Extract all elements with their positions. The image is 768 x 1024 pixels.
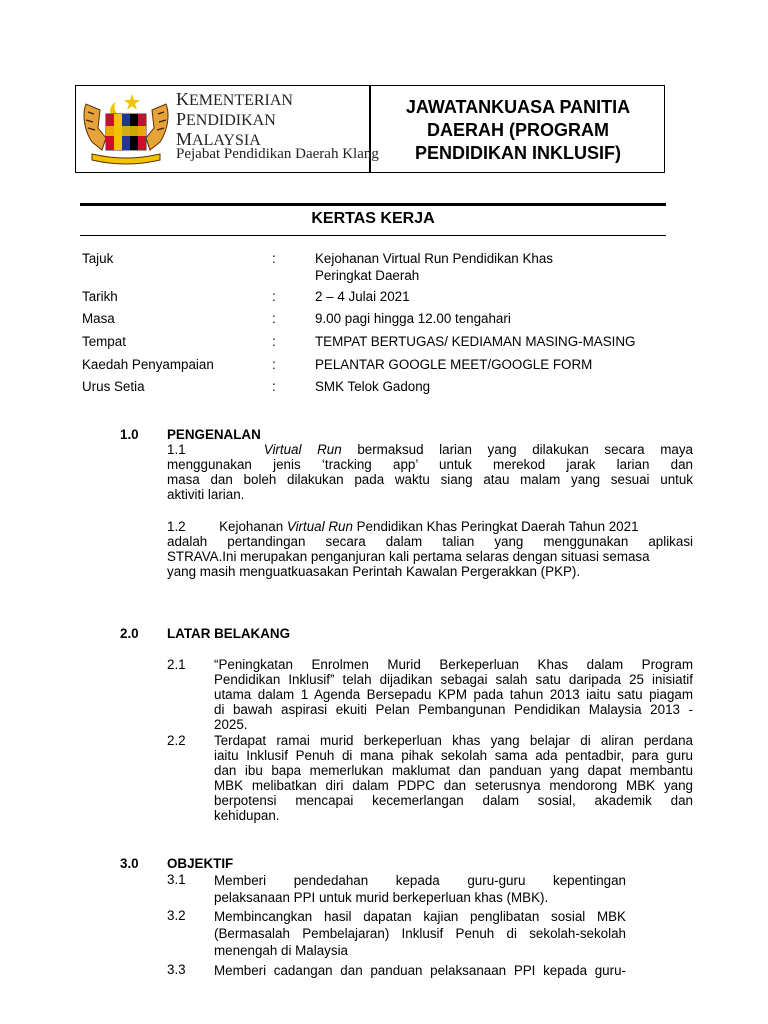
meta-label-masa: Masa bbox=[82, 311, 115, 326]
item-2-1-number: 2.1 bbox=[167, 657, 186, 672]
item-2-1-line-1: “Peningkatan Enrolmen Murid Berkeperluan Khas dalam Program bbox=[214, 657, 693, 672]
section-1-title: PENGENALAN bbox=[167, 427, 261, 442]
item-2-1-line-2: Pendidikan Inklusif” telah dijadikan sebagai salah satu daripada 25 inisiatif bbox=[214, 672, 693, 687]
item-3-1-text bbox=[214, 872, 626, 906]
item-3-2-number: 3.2 bbox=[167, 908, 186, 923]
ministry-line-1: KEMENTERIAN bbox=[176, 89, 293, 109]
para-1-1 bbox=[167, 442, 693, 502]
ministry-name bbox=[176, 90, 293, 150]
item-2-2-line-2: iaitu Inklusif Penuh di mana pihak sekolah sama ada pentadbir, para guru bbox=[214, 748, 693, 763]
meta-sep: : bbox=[272, 357, 276, 372]
committee-title bbox=[372, 96, 664, 165]
meta-sep: : bbox=[272, 251, 276, 266]
meta-label-tajuk: Tajuk bbox=[82, 251, 114, 266]
meta-sep: : bbox=[272, 289, 276, 304]
meta-label-kaedah: Kaedah Penyampaian bbox=[82, 357, 214, 372]
committee-title-line-3: PENDIDIKAN INKLUSIF) bbox=[415, 143, 621, 163]
para-1-2 bbox=[167, 519, 693, 579]
item-3-2-line-1: Membincangkan hasil dapatan kajian penglibatan sosial MBK bbox=[214, 909, 626, 924]
item-2-2-text bbox=[214, 733, 693, 823]
meta-value-urus-setia: SMK Telok Gadong bbox=[315, 379, 431, 394]
meta-value-tempat: TEMPAT BERTUGAS/ KEDIAMAN MASING-MASING bbox=[315, 334, 636, 349]
para-1-1-line-4: aktiviti larian. bbox=[167, 487, 245, 502]
section-3-number: 3.0 bbox=[120, 856, 139, 871]
para-1-1-line-1: 1.1 Virtual Run bermaksud larian yang dilakukan secara maya bbox=[167, 442, 693, 457]
item-3-2-text bbox=[214, 908, 626, 959]
section-2-number: 2.0 bbox=[120, 626, 139, 641]
committee-title-line-1: JAWATANKUASA PANITIA bbox=[405, 97, 631, 117]
item-3-3-line-1: Memberi cadangan dan panduan pelaksanaan PPI kepada guru- bbox=[214, 963, 626, 978]
item-3-1-number: 3.1 bbox=[167, 872, 186, 887]
item-2-1-line-3: utama dalam 1 Agenda Bersepadu KPM pada tahun 2013 iaitu satu piagam bbox=[214, 687, 693, 702]
meta-value-tajuk-2: Peringkat Daerah bbox=[315, 268, 420, 283]
para-1-2-line-2: adalah pertandingan secara dalam talian yang menggunakan aplikasi bbox=[167, 534, 693, 549]
para-1-1-line-3: masa dan boleh dilakukan pada waktu siang atau malam yang sesuai untuk bbox=[167, 472, 693, 487]
item-3-2-line-3: menengah di Malaysia bbox=[214, 943, 348, 958]
meta-sep: : bbox=[272, 334, 276, 349]
meta-sep: : bbox=[272, 379, 276, 394]
para-1-2-line-3: STRAVA.Ini merupakan penganjuran kali pertama selaras dengan situasi semasa bbox=[167, 549, 650, 564]
ministry-line-2: PENDIDIKAN bbox=[176, 109, 276, 129]
item-2-2-line-5: berpotensi mencapai kecemerlangan dalam sosial, akademik dan bbox=[214, 793, 693, 808]
para-1-1-line-2: menggunakan jenis ‘tracking app’ untuk merekod jarak larian dan bbox=[167, 457, 693, 472]
item-3-3-number: 3.3 bbox=[167, 962, 186, 977]
meta-label-tarikh: Tarikh bbox=[82, 289, 118, 304]
item-3-1-line-1: Memberi pendedahan kepada guru-guru kepentingan bbox=[214, 873, 626, 888]
item-2-1-line-5: 2025. bbox=[214, 717, 248, 732]
meta-value-tajuk: Kejohanan Virtual Run Pendidikan Khas bbox=[315, 251, 553, 266]
committee-title-line-2: DAERAH (PROGRAM bbox=[427, 120, 609, 140]
item-2-2-number: 2.2 bbox=[167, 733, 186, 748]
title-rule-top bbox=[80, 203, 666, 206]
item-2-2-line-4: MBK melibatkan diri dalam PDPC dan seterusnya mendorong MBK yang bbox=[214, 778, 693, 793]
para-1-2-line-4: yang masih menguatkuasakan Perintah Kawalan Pergerakkan (PKP). bbox=[167, 564, 581, 579]
meta-label-tempat: Tempat bbox=[82, 334, 126, 349]
item-2-1-text bbox=[214, 657, 693, 732]
meta-label-urus-setia: Urus Setia bbox=[82, 379, 145, 394]
item-2-1-line-4: di bawah aspirasi ekuiti Pelan Pembangunan Pendidikan Malaysia 2013 - bbox=[214, 702, 693, 717]
meta-sep: : bbox=[272, 311, 276, 326]
doc-title: KERTAS KERJA bbox=[311, 210, 435, 227]
section-1-number: 1.0 bbox=[120, 427, 139, 442]
item-2-2-line-1: Terdapat ramai murid berkeperluan khas yang belajar di aliran perdana bbox=[214, 733, 693, 748]
item-2-2-line-3: dan ibu bapa memerlukan maklumat dan panduan yang dapat membantu bbox=[214, 763, 693, 778]
item-3-3-text bbox=[214, 962, 626, 979]
para-1-2-line-1: 1.2 Kejohanan Virtual Run Pendidikan Khas Peringkat Daerah Tahun 2021 bbox=[167, 519, 639, 534]
office-name: Pejabat Pendidikan Daerah Klang bbox=[176, 146, 379, 162]
item-2-2-line-6: kehidupan. bbox=[214, 808, 280, 823]
section-2-title: LATAR BELAKANG bbox=[167, 626, 290, 641]
title-rule-bottom bbox=[80, 235, 666, 236]
section-3-title: OBJEKTIF bbox=[167, 856, 234, 871]
meta-value-kaedah: PELANTAR GOOGLE MEET/GOOGLE FORM bbox=[315, 357, 593, 372]
meta-value-tarikh: 2 – 4 Julai 2021 bbox=[315, 289, 410, 304]
coat-of-arms-icon bbox=[80, 90, 172, 168]
meta-value-masa: 9.00 pagi hingga 12.00 tengahari bbox=[315, 311, 511, 326]
ministry-line-3: MALAYSIA bbox=[176, 129, 261, 149]
item-3-2-line-2: (Bermasalah Pembelajaran) Inklusif Penuh di sekolah-sekolah bbox=[214, 926, 626, 941]
item-3-1-line-2: pelaksanaan PPI untuk murid berkeperluan khas (MBK). bbox=[214, 890, 549, 905]
